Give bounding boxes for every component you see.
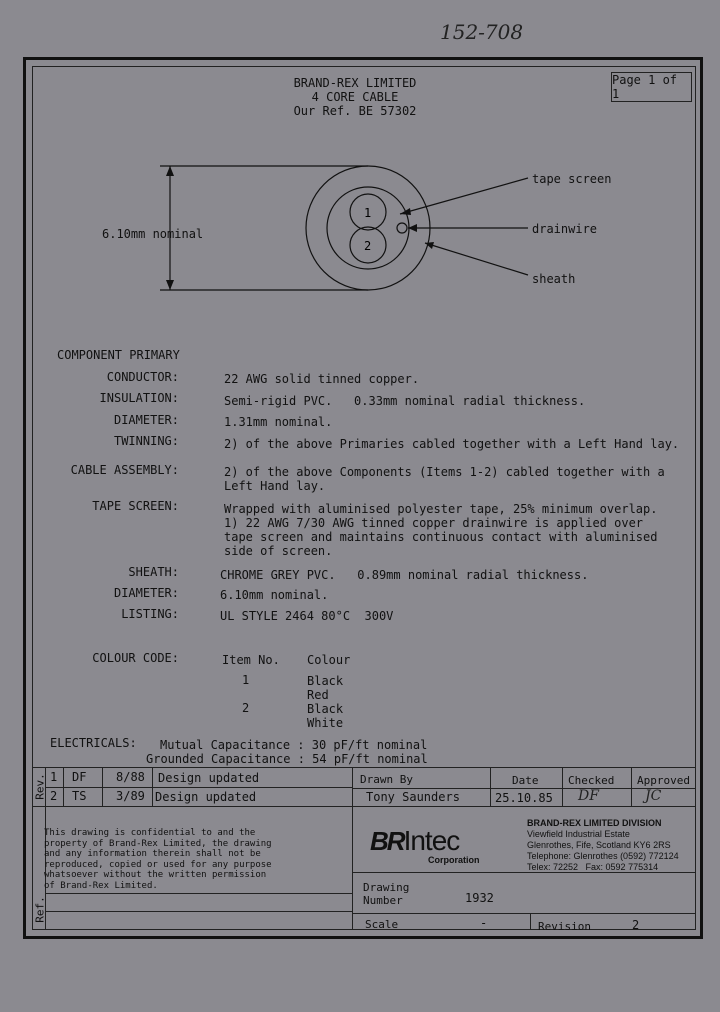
tape-screen-value: Wrapped with aluminised polyester tape, 25% minimum overlap. 1) 22 AWG 7/30 AWG tinned copper drainwire is applied over tape screen and maintains continuous contact with aluminised side of screen. bbox=[224, 502, 658, 558]
approval-divider-2 bbox=[562, 767, 563, 806]
colour-header: Colour bbox=[307, 653, 351, 667]
rev-date-divider bbox=[152, 767, 153, 806]
twinning-value: 2) of the above Primaries cabled together with a Left Hand lay. bbox=[224, 437, 680, 451]
checked-label: Checked bbox=[568, 774, 615, 787]
rev-by-divider bbox=[102, 767, 103, 806]
company-heading: BRAND-REX LIMITED bbox=[293, 76, 417, 90]
division-address-lines: Viewfield Industrial Estate Glenrothes, Fife, Scotland KY6 2RS Telephone: Glenrothes (0592) 772124 Telex: 72252 Fax: 0592 775314 bbox=[527, 829, 679, 872]
dim-arrow-bottom bbox=[166, 280, 174, 290]
logo-corporation-text: Corporation bbox=[428, 855, 480, 865]
mutual-capacitance: Mutual Capacitance : 30 pF/ft nominal bbox=[160, 738, 428, 752]
titleblock-center-divider bbox=[352, 767, 353, 930]
overall-diameter-label: DIAMETER: bbox=[113, 586, 179, 600]
scale-rule bbox=[352, 913, 696, 914]
cable-cross-section-diagram bbox=[0, 0, 720, 330]
revision-2-number: 2 bbox=[50, 789, 58, 803]
insulation-value: Semi-rigid PVC. 0.33mm nominal radial thickness. bbox=[224, 394, 586, 408]
callout-tape-screen: tape screen bbox=[532, 172, 612, 186]
section-title: COMPONENT PRIMARY bbox=[57, 348, 180, 362]
conductor-label: CONDUCTOR: bbox=[106, 370, 179, 384]
brand-rex-intec-logo bbox=[370, 825, 480, 865]
dimension-label: 6.10mm nominal bbox=[102, 227, 204, 241]
conductor-value: 22 AWG solid tinned copper. bbox=[224, 372, 420, 386]
approval-divider-1 bbox=[490, 767, 491, 806]
sheath-label: SHEATH: bbox=[128, 565, 179, 579]
grounded-capacitance: Grounded Capacitance : 54 pF/ft nominal bbox=[146, 752, 428, 766]
drawn-by-value: Tony Saunders bbox=[366, 790, 460, 804]
confidentiality-notice: This drawing is confidential to and the property of Brand-Rex Limited, the drawing and any information therein shall not be reproduced, copied or used for any purpose whatsoever without the written permission of Brand-Rex Limited. bbox=[44, 828, 272, 891]
colour-item-2-number: 2 bbox=[242, 701, 250, 715]
rev-no-divider bbox=[63, 767, 64, 806]
scale-label: Scale bbox=[365, 918, 399, 931]
ref-row-divider-1 bbox=[45, 893, 352, 894]
cable-assembly-value: 2) of the above Components (Items 1-2) cabled together with a Left Hand lay. bbox=[224, 465, 665, 493]
drawn-by-label: Drawn By bbox=[360, 773, 413, 786]
revision-1-number: 1 bbox=[50, 770, 58, 784]
revision-1-description: Design updated bbox=[158, 771, 260, 785]
scale-revision-divider bbox=[530, 913, 531, 930]
arrow-tape-screen bbox=[400, 208, 411, 215]
revision-1-date: 8/88 bbox=[116, 770, 145, 784]
logo-br-mark: BR bbox=[370, 826, 404, 856]
handwritten-reference: 152-708 bbox=[440, 20, 524, 44]
date-label: Date bbox=[512, 774, 539, 787]
electricals-label: ELECTRICALS: bbox=[50, 736, 137, 750]
colour-item-2-colours: Black White bbox=[307, 702, 344, 730]
revision-row-divider bbox=[45, 787, 352, 788]
revision-label: Revision bbox=[538, 920, 591, 933]
drawing-number-value: 1932 bbox=[465, 891, 494, 905]
colour-code-label: COLOUR CODE: bbox=[92, 651, 179, 665]
division-address-block bbox=[527, 818, 679, 873]
listing-label: LISTING: bbox=[121, 607, 179, 621]
approved-initials: JC bbox=[645, 788, 662, 804]
titleblock-revision-rule bbox=[32, 806, 696, 807]
colour-item-1-number: 1 bbox=[242, 673, 250, 687]
tape-screen-label: TAPE SCREEN: bbox=[92, 499, 179, 513]
callout-drainwire: drainwire bbox=[532, 222, 598, 236]
drainwire-outline bbox=[397, 223, 407, 233]
titleblock-top-rule bbox=[32, 767, 696, 768]
diameter-value: 1.31mm nominal. bbox=[224, 415, 333, 429]
core-2-label: 2 bbox=[364, 239, 372, 253]
leader-sheath bbox=[425, 243, 528, 275]
core-1-label: 1 bbox=[364, 206, 372, 220]
revision-value: 2 bbox=[632, 918, 640, 932]
twinning-label: TWINNING: bbox=[113, 434, 179, 448]
cable-title: 4 CORE CABLE bbox=[311, 90, 399, 104]
overall-diameter-value: 6.10mm nominal. bbox=[220, 588, 329, 602]
colour-item-1-colours: Black Red bbox=[307, 674, 344, 702]
revision-2-date: 3/89 bbox=[116, 789, 145, 803]
ref-vertical-label: Ref. bbox=[33, 896, 47, 923]
revision-2-by: TS bbox=[72, 789, 87, 803]
drawing-number-label: Drawing Number bbox=[363, 881, 410, 907]
cable-assembly-label: CABLE ASSEMBLY: bbox=[70, 463, 179, 477]
sheath-value: CHROME GREY PVC. 0.89mm nominal radial thickness. bbox=[220, 568, 589, 582]
checked-initials: DF bbox=[578, 788, 599, 804]
dim-arrow-top bbox=[166, 166, 174, 176]
division-title: BRAND-REX LIMITED DIVISION bbox=[527, 818, 662, 828]
revision-1-by: DF bbox=[72, 770, 87, 784]
page-indicator: Page 1 of 1 bbox=[611, 72, 692, 102]
listing-value: UL STYLE 2464 80°C 300V bbox=[220, 609, 394, 623]
ref-row-divider-2 bbox=[45, 911, 352, 912]
insulation-label: INSULATION: bbox=[99, 391, 179, 405]
colour-item-header: Item No. bbox=[222, 653, 280, 667]
diameter-label: DIAMETER: bbox=[113, 413, 179, 427]
reference-number: Our Ref. BE 57302 bbox=[293, 104, 417, 118]
date-value: 25.10.85 bbox=[495, 791, 553, 805]
scale-value: - bbox=[480, 916, 488, 930]
approval-divider-3 bbox=[631, 767, 632, 806]
logo-intec-text: Intec bbox=[403, 825, 460, 856]
callout-sheath: sheath bbox=[532, 272, 576, 286]
approved-label: Approved bbox=[637, 774, 690, 787]
rev-vertical-label: Rev. bbox=[33, 773, 47, 800]
revision-2-description: Design updated bbox=[155, 790, 257, 804]
leader-tape-screen bbox=[400, 178, 528, 214]
